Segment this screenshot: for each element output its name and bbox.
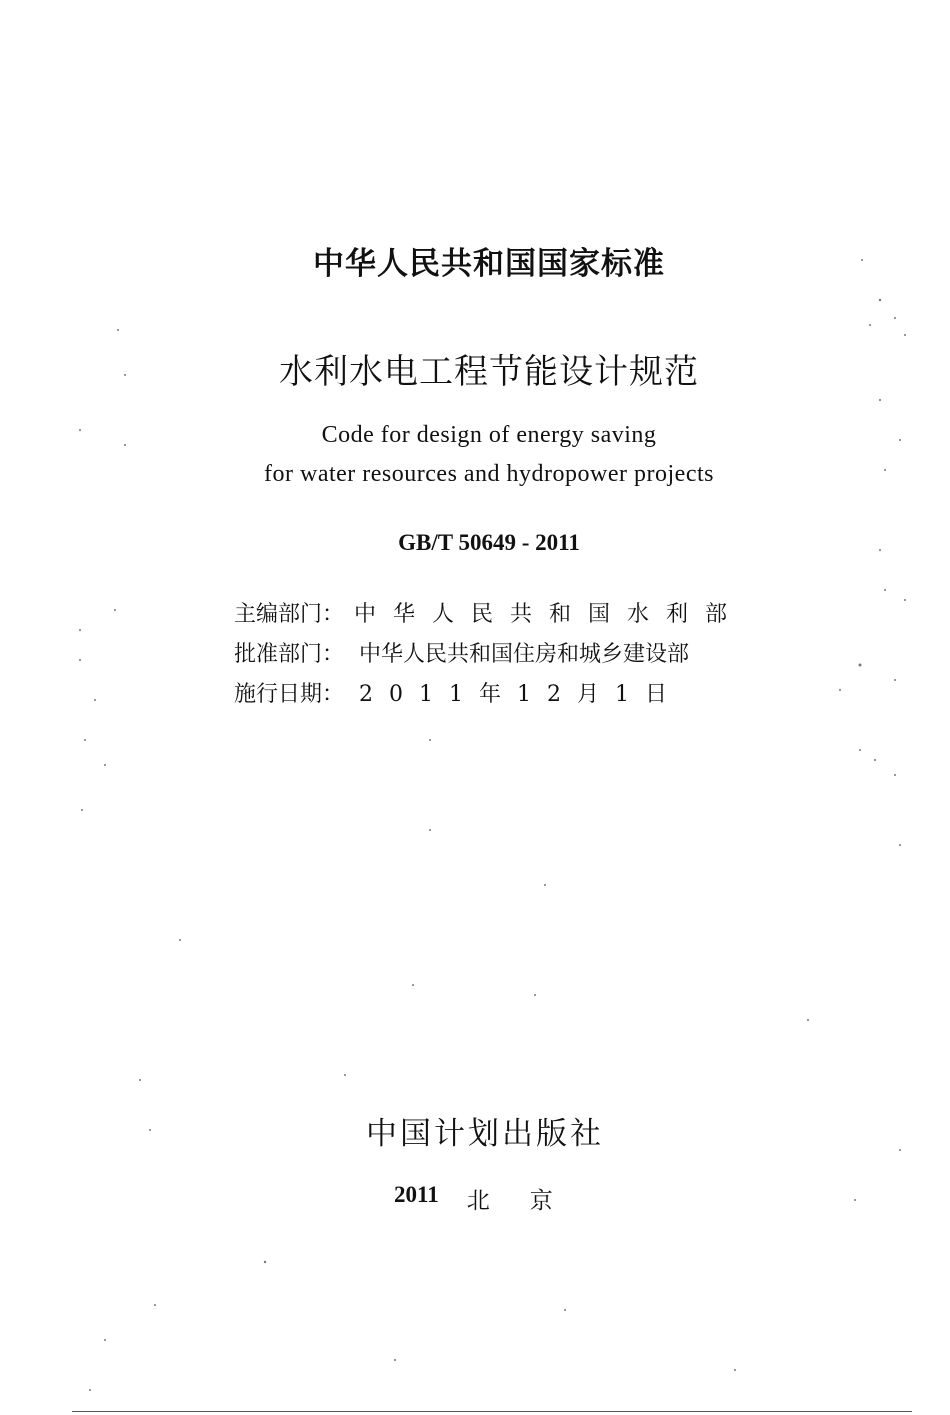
publication-city: 北京 bbox=[466, 1188, 593, 1214]
chinese-title: 水利水电工程节能设计规范 bbox=[279, 352, 699, 392]
publication-line bbox=[394, 1182, 593, 1215]
english-title-line-2: for water resources and hydropower projects bbox=[264, 461, 714, 487]
editor-department-label: 主编部门： bbox=[234, 602, 345, 627]
editor-department-row bbox=[234, 597, 744, 628]
editor-department-value: 中华人民共和国水利部 bbox=[353, 602, 744, 627]
effective-date-row bbox=[234, 677, 744, 708]
publication-year: 2011 bbox=[394, 1182, 439, 1207]
effective-date-label: 施行日期： bbox=[234, 682, 345, 707]
standard-series-heading: 中华人民共和国国家标准 bbox=[313, 246, 665, 282]
approver-department-value: 中华人民共和国住房和城乡建设部 bbox=[359, 642, 690, 667]
english-title-line-1: Code for design of energy saving bbox=[321, 422, 657, 448]
approver-department-label: 批准部门： bbox=[234, 642, 345, 667]
bottom-rule bbox=[72, 1411, 912, 1412]
standard-number: GB/T 50649 - 2011 bbox=[398, 530, 580, 555]
effective-date-value: 2011年12月1日 bbox=[359, 682, 683, 707]
approver-department-row bbox=[234, 637, 744, 668]
publisher-name: 中国计划出版社 bbox=[366, 1116, 604, 1152]
